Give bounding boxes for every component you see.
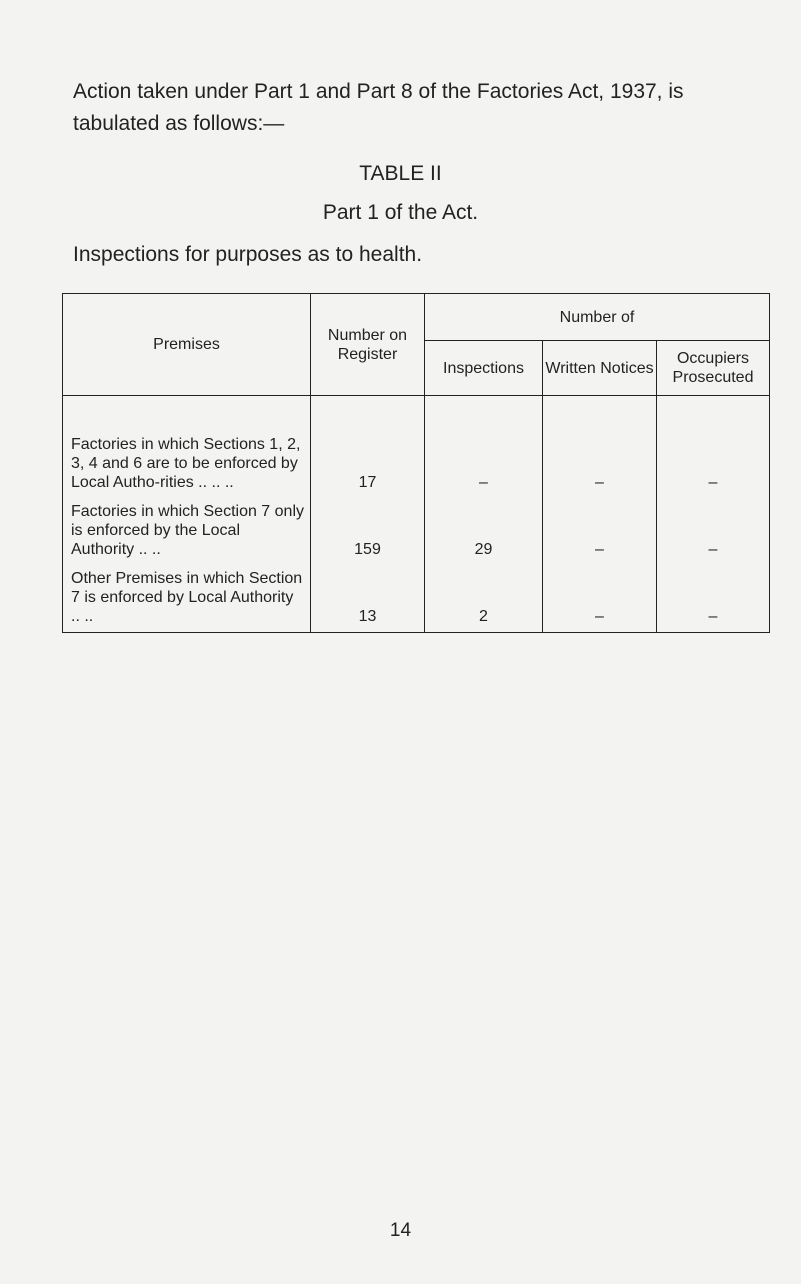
- cell-occupiers-prosecuted: –: [657, 396, 770, 495]
- cell-occupiers-prosecuted: –: [657, 494, 770, 561]
- cell-inspections: –: [425, 396, 543, 495]
- cell-premises: Other Premises in which Section 7 is enforced by Local Authority .. ..: [63, 561, 311, 633]
- table-subtitle: Inspections for purposes as to health.: [73, 243, 423, 266]
- header-written-notices: Written Notices: [543, 341, 657, 396]
- cell-register: 17: [311, 396, 425, 495]
- cell-inspections: 29: [425, 494, 543, 561]
- part-title: Part 1 of the Act.: [322, 201, 479, 224]
- header-inspections: Inspections: [425, 341, 543, 396]
- header-occupiers-prosecuted: Occupiers Prosecuted: [657, 341, 770, 396]
- header-premises: Premises: [63, 294, 311, 396]
- header-number-on-register: Number on Register: [311, 294, 425, 396]
- cell-premises: Factories in which Sections 1, 2, 3, 4 and 6 are to be enforced by Local Autho-rities .. .. ..: [63, 396, 311, 495]
- table-title: TABLE II: [359, 162, 442, 185]
- table-row: [63, 396, 770, 495]
- header-row-1: [63, 294, 770, 341]
- table-row: [63, 561, 770, 633]
- cell-register: 13: [311, 561, 425, 633]
- cell-inspections: 2: [425, 561, 543, 633]
- page-number: 14: [389, 1220, 412, 1241]
- table-row: [63, 494, 770, 561]
- intro-paragraph: Action taken under Part 1 and Part 8 of the Factories Act, 1937, is tabulated as follows:—: [73, 80, 684, 135]
- cell-occupiers-prosecuted: –: [657, 561, 770, 633]
- cell-written-notices: –: [543, 561, 657, 633]
- cell-written-notices: –: [543, 396, 657, 495]
- inspections-table-container: [62, 293, 770, 633]
- cell-register: 159: [311, 494, 425, 561]
- cell-written-notices: –: [543, 494, 657, 561]
- header-number-of: Number of: [425, 294, 770, 341]
- cell-premises: Factories in which Section 7 only is enforced by the Local Authority .. ..: [63, 494, 311, 561]
- inspections-table: [62, 293, 770, 633]
